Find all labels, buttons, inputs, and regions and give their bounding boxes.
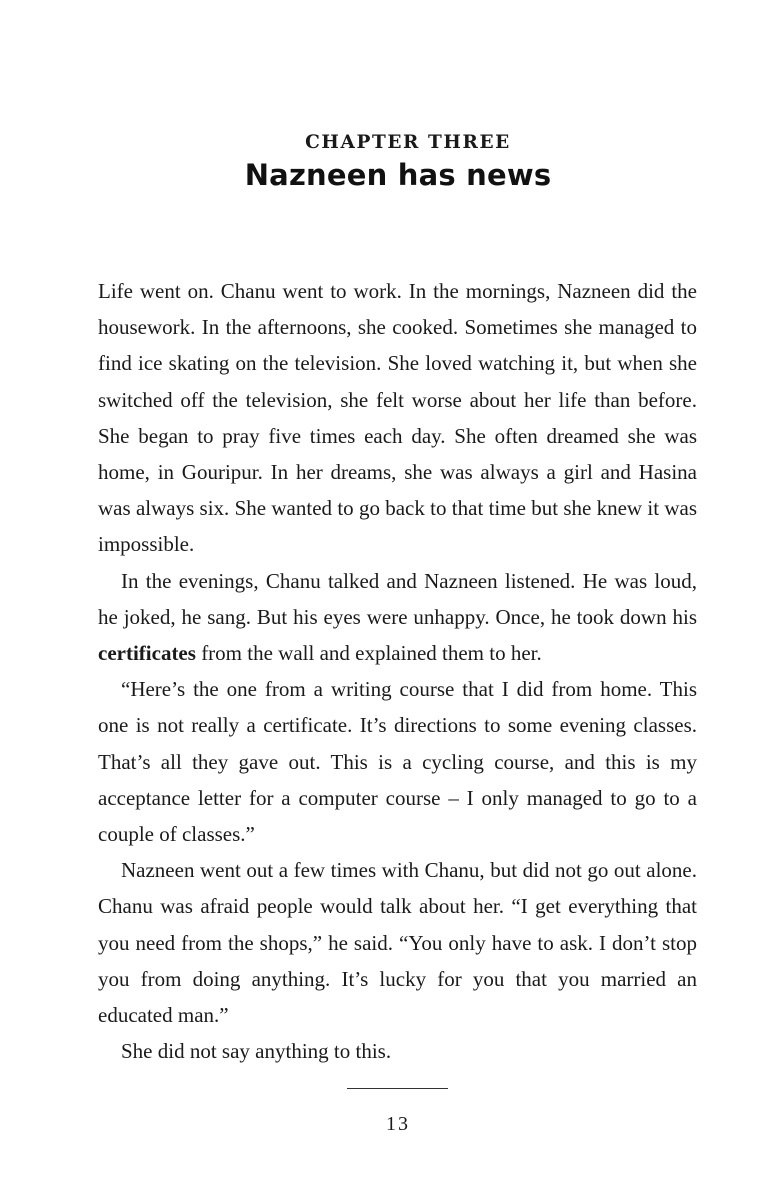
paragraph-4: [98, 852, 697, 1033]
paragraph-3: [98, 671, 697, 852]
chapter-label: CHAPTER THREE: [305, 132, 511, 153]
paragraph-1: [98, 273, 697, 563]
paragraph-1-text: Life went on. Chanu went to work. In the mornings, Nazneen did the housework. In the afternoons, she cooked. Sometimes she managed to find ice skating on the television. She loved watching it, but when she switched off the television, she felt worse about her life than before. She began to pray five times each day. She often dreamed she was home, in Gouripur. In her dreams, she was always a girl and Hasina was always six. She wanted to go back to that time but she knew it was impossible.: [98, 279, 697, 557]
paragraph-5-text: She did not say anything to this.: [121, 1039, 392, 1064]
glossary-term-certificates: certificates: [98, 641, 196, 666]
paragraph-2-text-end: from the wall and explained them to her.: [195, 641, 542, 666]
footer-divider: [347, 1088, 448, 1089]
paragraph-2-text-start: In the evenings, Chanu talked and Nazneen listened. He was loud, he joked, he sang. But his eyes were unhappy. Once, he took down his: [98, 568, 697, 629]
chapter-body: [98, 273, 697, 1069]
paragraph-5: [98, 1033, 697, 1069]
chapter-title: Nazneen has news: [244, 158, 552, 192]
paragraph-4-text: Nazneen went out a few times with Chanu, but did not go out alone. Chanu was afraid people would talk about her. “I get everything that you need from the shops,” he said. “You only have to ask. I don’t stop you from doing anything. It’s lucky for you that you married an educated man.”: [98, 858, 697, 1028]
paragraph-3-text: “Here’s the one from a writing course that I did from home. This one is not really a certificate. It’s directions to some evening classes. That’s all they gave out. This is a cycling course, and this is my acceptance letter for a computer course – I only managed to go to a couple of classes.”: [98, 677, 697, 847]
page-number: 13: [386, 1113, 410, 1135]
paragraph-2: [98, 563, 697, 672]
